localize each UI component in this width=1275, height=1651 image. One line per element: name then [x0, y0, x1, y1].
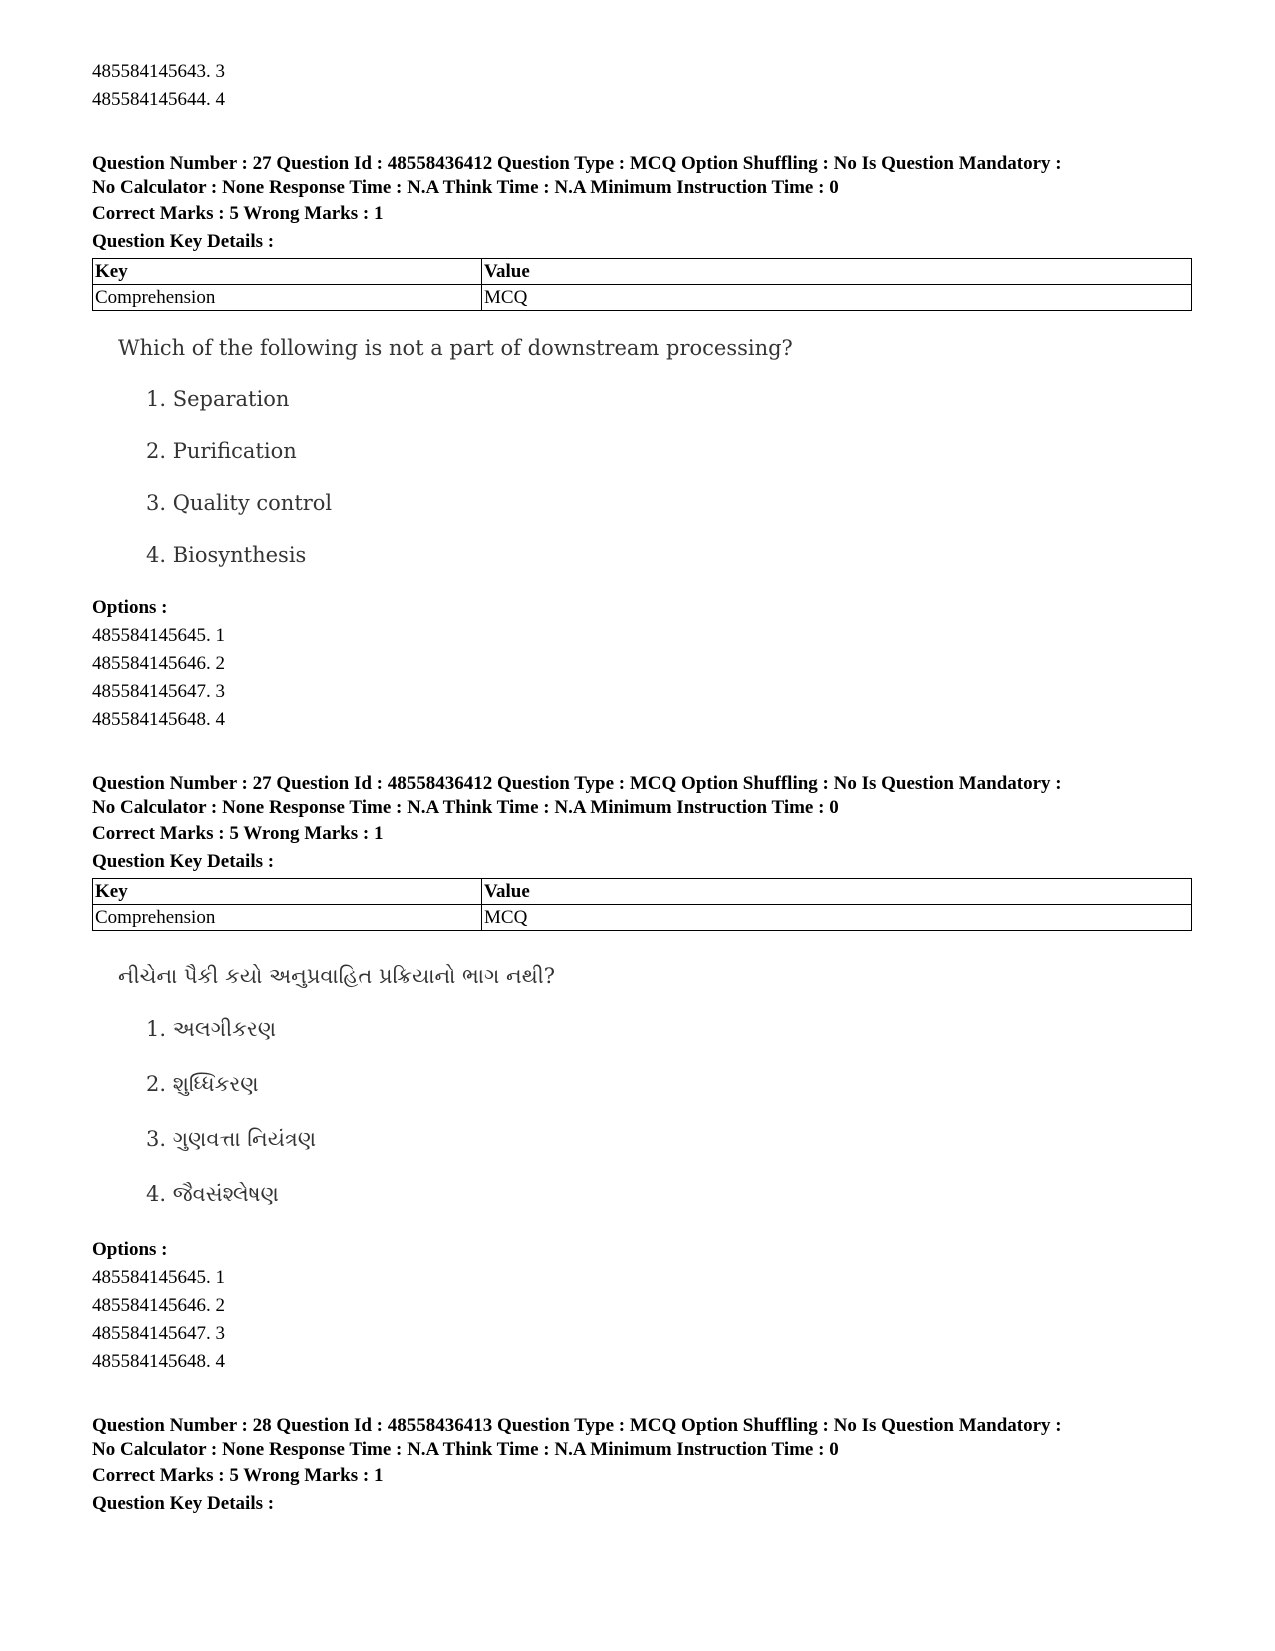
key-details-label: Question Key Details :	[92, 851, 275, 872]
question-stem: Which of the following is not a part of downstream processing?	[118, 336, 793, 360]
table-header-key: Key	[93, 259, 482, 285]
options-label: Options :	[92, 597, 168, 618]
question-image	[118, 931, 1192, 1236]
question-block	[92, 152, 1192, 734]
options-label: Options :	[92, 1239, 168, 1260]
question-meta-line2: No Calculator : None Response Time : N.A Think Time : N.A Minimum Instruction Time : 0	[92, 177, 839, 198]
option-line: 485584145646. 2	[92, 1295, 225, 1316]
question-choice: 2. Purification	[146, 439, 297, 463]
table-cell-value: MCQ	[482, 285, 1192, 311]
question-meta-line2: No Calculator : None Response Time : N.A Think Time : N.A Minimum Instruction Time : 0	[92, 1439, 839, 1460]
question-block	[92, 1414, 1192, 1518]
question-block	[92, 772, 1192, 1376]
option-line: 485584145647. 3	[92, 681, 225, 702]
table-header-value: Value	[482, 879, 1192, 905]
option-line: 485584145646. 2	[92, 653, 225, 674]
table-header-value: Value	[482, 259, 1192, 285]
table-header-row	[93, 259, 1192, 285]
question-marks: Correct Marks : 5 Wrong Marks : 1	[92, 823, 384, 844]
key-details-table	[92, 878, 1192, 931]
question-choice: 4. જૈવસંશ્લેષણ	[146, 1182, 279, 1206]
option-line: 485584145644. 4	[92, 89, 225, 110]
document-page	[92, 58, 1192, 1518]
question-choice: 1. અલગીકરણ	[146, 1017, 277, 1041]
key-details-label: Question Key Details :	[92, 1493, 275, 1514]
question-choice: 1. Separation	[146, 387, 290, 411]
question-meta-line2: No Calculator : None Response Time : N.A Think Time : N.A Minimum Instruction Time : 0	[92, 797, 839, 818]
question-choice: 2. શુધ્ધિકરણ	[146, 1072, 259, 1096]
option-line: 485584145648. 4	[92, 709, 225, 730]
table-cell-key: Comprehension	[93, 285, 482, 311]
key-details-table	[92, 258, 1192, 311]
top-options-list	[92, 58, 1192, 114]
table-row	[93, 285, 1192, 311]
question-image	[118, 311, 1192, 594]
question-choice: 4. Biosynthesis	[146, 543, 307, 567]
table-header-row	[93, 879, 1192, 905]
table-row	[93, 905, 1192, 931]
option-line: 485584145643. 3	[92, 61, 225, 82]
question-meta-line1: Question Number : 27 Question Id : 48558436412 Question Type : MCQ Option Shuffling : No Is Question Mandatory :	[92, 773, 1062, 794]
question-meta-line1: Question Number : 27 Question Id : 48558436412 Question Type : MCQ Option Shuffling : No Is Question Mandatory :	[92, 153, 1062, 174]
table-header-key: Key	[93, 879, 482, 905]
question-stem: નીચેના પૈકી કયો અનુપ્રવાહિત પ્રક્રિયાનો ભાગ નથી?	[118, 964, 556, 988]
table-cell-key: Comprehension	[93, 905, 482, 931]
question-meta-line1: Question Number : 28 Question Id : 48558436413 Question Type : MCQ Option Shuffling : No Is Question Mandatory :	[92, 1415, 1062, 1436]
option-line: 485584145647. 3	[92, 1323, 225, 1344]
question-marks: Correct Marks : 5 Wrong Marks : 1	[92, 203, 384, 224]
option-line: 485584145645. 1	[92, 625, 225, 646]
option-line: 485584145648. 4	[92, 1351, 225, 1372]
key-details-label: Question Key Details :	[92, 231, 275, 252]
question-marks: Correct Marks : 5 Wrong Marks : 1	[92, 1465, 384, 1486]
question-choice: 3. Quality control	[146, 491, 333, 515]
question-choice: 3. ગુણવત્તા નિયંત્રણ	[146, 1127, 317, 1151]
option-line: 485584145645. 1	[92, 1267, 225, 1288]
table-cell-value: MCQ	[482, 905, 1192, 931]
